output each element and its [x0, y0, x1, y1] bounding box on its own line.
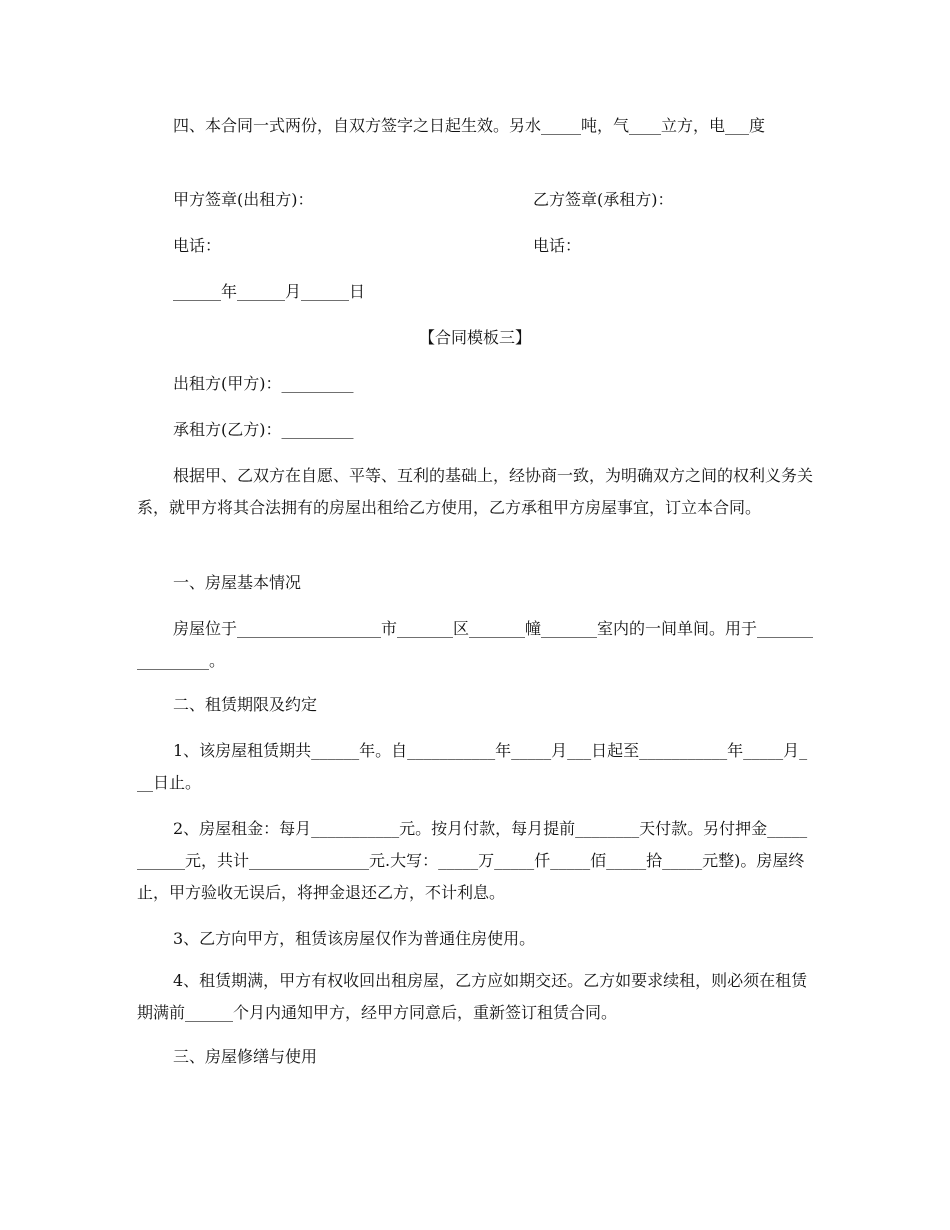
usage-item: 3、乙方向甲方，租赁该房屋仅作为普通住房使用。	[173, 929, 536, 948]
section-one-text: 房屋位于__________________市_______区_______幢_______室内的一间单间。用于________________。	[137, 619, 814, 670]
clause-four: 四、本合同一式两份，自双方签字之日起生效。另水_____吨，气____立方，电___度	[173, 116, 766, 135]
template-title: 【合同模板三】	[418, 328, 531, 347]
lease-term-item: 1、该房屋租赁期共______年。自___________年_____月___日起至___________年_____月___日止。	[137, 741, 808, 792]
section-one-title: 一、房屋基本情况	[173, 573, 302, 592]
rent-item: 2、房屋租金：每月___________元。按月付款，每月提前________天付款。另付押金___________元，共计_______________元.大写：_____万_____仟_____佰_____拾_____元整)。房屋终止，甲方验收无误后，将押金退还乙方，不计利息。	[137, 819, 808, 902]
lessor-line: 出租方(甲方)：_________	[173, 374, 354, 393]
intro-paragraph: 根据甲、乙双方在自愿、平等、互利的基础上，经协商一致，为明确双方之间的权利义务关系，就甲方将其合法拥有的房屋出租给乙方使用，乙方承租甲方房屋事宜，订立本合同。	[137, 466, 814, 517]
renewal-item: 4、租赁期满，甲方有权收回出租房屋，乙方应如期交还。乙方如要求续租，则必须在租赁期满前______个月内通知甲方，经甲方同意后，重新签订租赁合同。	[137, 971, 808, 1022]
signing-date: ______年______月______日	[173, 282, 366, 301]
party-b-signature-label: 乙方签章(承租方)：	[533, 190, 674, 209]
party-a-signature-label: 甲方签章(出租方)：	[173, 190, 314, 209]
party-b-phone-label: 电话：	[533, 236, 582, 255]
lessee-line: 承租方(乙方)：_________	[173, 420, 354, 439]
section-two-title: 二、租赁期限及约定	[173, 695, 318, 714]
party-a-phone-label: 电话：	[173, 236, 222, 255]
section-three-title: 三、房屋修缮与使用	[173, 1047, 318, 1066]
